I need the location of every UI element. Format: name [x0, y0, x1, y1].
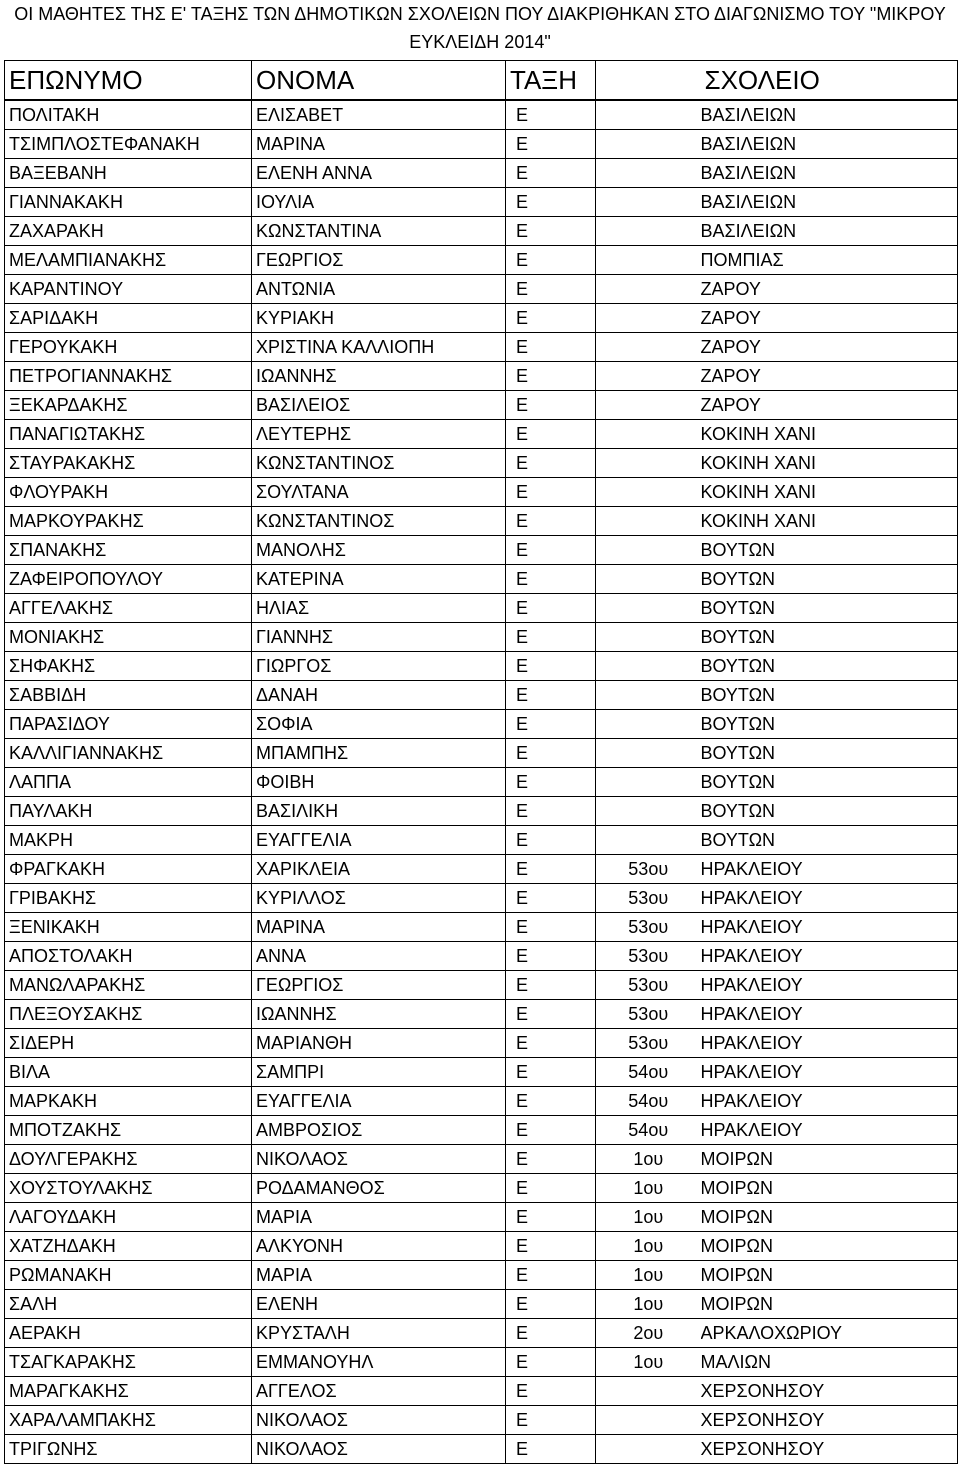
class-cell: Ε [506, 130, 596, 159]
table-row [5, 1087, 958, 1116]
school-cell: ΜΟΙΡΩΝ [701, 1290, 958, 1319]
class-cell: Ε [506, 1058, 596, 1087]
school-cell: ΜΑΛΙΩΝ [701, 1348, 958, 1377]
class-cell: Ε [506, 159, 596, 188]
surname-cell: ΠΕΤΡΟΓΙΑΝΝΑΚΗΣ [5, 362, 252, 391]
school-cell: ΗΡΑΚΛΕΙΟΥ [701, 1116, 958, 1145]
surname-cell: ΣΙΔΕΡΗ [5, 1029, 252, 1058]
class-cell: Ε [506, 246, 596, 275]
surname-cell: ΞΕΝΙΚΑΚΗ [5, 913, 252, 942]
class-cell: Ε [506, 971, 596, 1000]
name-cell: ΕΛΕΝΗ [252, 1290, 506, 1319]
surname-cell: ΡΩΜΑΝΑΚΗ [5, 1261, 252, 1290]
school-number-cell [596, 623, 701, 652]
surname-cell: ΠΛΕΞΟΥΣΑΚΗΣ [5, 1000, 252, 1029]
table-row [5, 565, 958, 594]
name-cell: ΜΠΑΜΠΗΣ [252, 739, 506, 768]
table-row [5, 130, 958, 159]
school-cell: ΒΟΥΤΩΝ [701, 797, 958, 826]
school-number-cell [596, 159, 701, 188]
surname-cell: ΓΕΡΟΥΚΑΚΗ [5, 333, 252, 362]
name-cell: ΚΥΡΙΑΚΗ [252, 304, 506, 333]
class-cell: Ε [506, 188, 596, 217]
table-row [5, 478, 958, 507]
school-number-cell: 1ου [596, 1174, 701, 1203]
surname-cell: ΦΛΟΥΡΑΚΗ [5, 478, 252, 507]
table-header [5, 61, 958, 101]
name-cell: ΣΑΜΠΡΙ [252, 1058, 506, 1087]
table-row [5, 1203, 958, 1232]
class-cell: Ε [506, 1145, 596, 1174]
school-cell: ΖΑΡΟΥ [701, 391, 958, 420]
school-cell: ΜΟΙΡΩΝ [701, 1145, 958, 1174]
name-cell: ΕΜΜΑΝΟΥΗΛ [252, 1348, 506, 1377]
page-title: ΟΙ ΜΑΘΗΤΕΣ ΤΗΣ Ε' ΤΑΞΗΣ ΤΩΝ ΔΗΜΟΤΙΚΩΝ ΣΧΟΛΕΙΩΝ ΠΟΥ ΔΙΑΚΡΙΘΗΚΑΝ ΣΤΟ ΔΙΑΓΩΝΙΣΜΟ ΤΟΥ "ΜΙΚΡΟΥ ΕΥΚΛΕΙΔΗ 2014" [14, 4, 946, 52]
school-number-cell [596, 188, 701, 217]
school-cell: ΗΡΑΚΛΕΙΟΥ [701, 942, 958, 971]
table-row [5, 855, 958, 884]
students-table [4, 60, 958, 1464]
class-cell: Ε [506, 333, 596, 362]
surname-cell: ΜΕΛΑΜΠΙΑΝΑΚΗΣ [5, 246, 252, 275]
class-cell: Ε [506, 1029, 596, 1058]
name-cell: ΝΙΚΟΛΑΟΣ [252, 1145, 506, 1174]
school-cell: ΧΕΡΣΟΝΗΣΟΥ [701, 1435, 958, 1464]
school-cell: ΖΑΡΟΥ [701, 333, 958, 362]
school-number-cell: 54ου [596, 1058, 701, 1087]
school-cell: ΚΟΚΙΝΗ ΧΑΝΙ [701, 507, 958, 536]
school-number-cell [596, 507, 701, 536]
class-cell: Ε [506, 1000, 596, 1029]
name-cell: ΗΛΙΑΣ [252, 594, 506, 623]
school-number-cell: 54ου [596, 1087, 701, 1116]
surname-cell: ΜΑΡΑΓΚΑΚΗΣ [5, 1377, 252, 1406]
class-cell: Ε [506, 884, 596, 913]
class-cell: Ε [506, 362, 596, 391]
class-cell: Ε [506, 913, 596, 942]
surname-cell: ΠΑΥΛΑΚΗ [5, 797, 252, 826]
name-cell: ΚΩΝΣΤΑΝΤΙΝΟΣ [252, 507, 506, 536]
school-cell: ΒΟΥΤΩΝ [701, 826, 958, 855]
table-row [5, 1290, 958, 1319]
surname-cell: ΜΑΡΚΟΥΡΑΚΗΣ [5, 507, 252, 536]
school-cell: ΗΡΑΚΛΕΙΟΥ [701, 1000, 958, 1029]
name-cell: ΓΕΩΡΓΙΟΣ [252, 246, 506, 275]
header-school: ΣΧΟΛΕΙΟ [701, 61, 958, 101]
name-cell: ΚΩΝΣΤΑΝΤΙΝΟΣ [252, 449, 506, 478]
class-cell: Ε [506, 420, 596, 449]
school-number-cell [596, 1435, 701, 1464]
table-row [5, 1116, 958, 1145]
table-row [5, 971, 958, 1000]
table-row [5, 594, 958, 623]
class-cell: Ε [506, 681, 596, 710]
name-cell: ΕΥΑΓΓΕΛΙΑ [252, 1087, 506, 1116]
name-cell: ΙΩΑΝΝΗΣ [252, 1000, 506, 1029]
table-row [5, 333, 958, 362]
name-cell: ΝΙΚΟΛΑΟΣ [252, 1406, 506, 1435]
surname-cell: ΛΑΠΠΑ [5, 768, 252, 797]
school-number-cell: 1ου [596, 1145, 701, 1174]
school-number-cell [596, 362, 701, 391]
table-row [5, 1319, 958, 1348]
school-number-cell [596, 565, 701, 594]
surname-cell: ΜΑΡΚΑΚΗ [5, 1087, 252, 1116]
school-number-cell [596, 1377, 701, 1406]
class-cell: Ε [506, 594, 596, 623]
school-cell: ΒΟΥΤΩΝ [701, 768, 958, 797]
surname-cell: ΣΠΑΝΑΚΗΣ [5, 536, 252, 565]
school-cell: ΚΟΚΙΝΗ ΧΑΝΙ [701, 449, 958, 478]
table-row [5, 217, 958, 246]
name-cell: ΑΓΓΕΛΟΣ [252, 1377, 506, 1406]
name-cell: ΑΜΒΡΟΣΙΟΣ [252, 1116, 506, 1145]
surname-cell: ΛΑΓΟΥΔΑΚΗ [5, 1203, 252, 1232]
table-row [5, 304, 958, 333]
name-cell: ΔΑΝΑΗ [252, 681, 506, 710]
surname-cell: ΧΟΥΣΤΟΥΛΑΚΗΣ [5, 1174, 252, 1203]
table-row [5, 884, 958, 913]
table-body [5, 100, 958, 1464]
class-cell: Ε [506, 797, 596, 826]
school-number-cell [596, 652, 701, 681]
table-row [5, 159, 958, 188]
class-cell: Ε [506, 1232, 596, 1261]
name-cell: ΑΝΝΑ [252, 942, 506, 971]
table-row [5, 449, 958, 478]
class-cell: Ε [506, 536, 596, 565]
name-cell: ΛΕΥΤΕΡΗΣ [252, 420, 506, 449]
surname-cell: ΣΤΑΥΡΑΚΑΚΗΣ [5, 449, 252, 478]
surname-cell: ΜΠΟΤΖΑΚΗΣ [5, 1116, 252, 1145]
school-number-cell: 53ου [596, 855, 701, 884]
class-cell: Ε [506, 652, 596, 681]
school-number-cell: 1ου [596, 1261, 701, 1290]
table-row [5, 507, 958, 536]
school-number-cell: 53ου [596, 884, 701, 913]
name-cell: ΕΛΙΣΑΒΕΤ [252, 100, 506, 130]
name-cell: ΧΡΙΣΤΙΝΑ ΚΑΛΛΙΟΠΗ [252, 333, 506, 362]
header-surname: ΕΠΩΝΥΜΟ [5, 61, 252, 101]
table-row [5, 710, 958, 739]
name-cell: ΣΟΦΙΑ [252, 710, 506, 739]
school-number-cell [596, 246, 701, 275]
name-cell: ΜΑΡΙΑΝΘΗ [252, 1029, 506, 1058]
name-cell: ΜΑΡΙΑ [252, 1261, 506, 1290]
school-number-cell [596, 1406, 701, 1435]
school-number-cell: 54ου [596, 1116, 701, 1145]
surname-cell: ΚΑΛΛΙΓΙΑΝΝΑΚΗΣ [5, 739, 252, 768]
class-cell: Ε [506, 623, 596, 652]
school-number-cell: 53ου [596, 971, 701, 1000]
school-number-cell: 53ου [596, 1000, 701, 1029]
surname-cell: ΒΑΞΕΒΑΝΗ [5, 159, 252, 188]
school-cell: ΚΟΚΙΝΗ ΧΑΝΙ [701, 420, 958, 449]
class-cell: Ε [506, 1348, 596, 1377]
school-number-cell: 53ου [596, 913, 701, 942]
school-number-cell [596, 710, 701, 739]
school-cell: ΜΟΙΡΩΝ [701, 1203, 958, 1232]
school-number-cell [596, 304, 701, 333]
name-cell: ΓΕΩΡΓΙΟΣ [252, 971, 506, 1000]
class-cell: Ε [506, 1174, 596, 1203]
class-cell: Ε [506, 1319, 596, 1348]
name-cell: ΓΙΩΡΓΟΣ [252, 652, 506, 681]
school-number-cell [596, 681, 701, 710]
school-cell: ΗΡΑΚΛΕΙΟΥ [701, 913, 958, 942]
class-cell: Ε [506, 710, 596, 739]
table-row [5, 942, 958, 971]
school-cell: ΒΟΥΤΩΝ [701, 710, 958, 739]
school-number-cell [596, 478, 701, 507]
name-cell: ΦΟΙΒΗ [252, 768, 506, 797]
table-row [5, 1058, 958, 1087]
table-row [5, 623, 958, 652]
school-number-cell [596, 130, 701, 159]
table-row [5, 768, 958, 797]
table-row [5, 536, 958, 565]
school-number-cell: 1ου [596, 1348, 701, 1377]
school-number-cell [596, 797, 701, 826]
surname-cell: ΜΑΚΡΗ [5, 826, 252, 855]
school-number-cell [596, 420, 701, 449]
surname-cell: ΠΑΝΑΓΙΩΤΑΚΗΣ [5, 420, 252, 449]
table-row [5, 913, 958, 942]
school-cell: ΒΟΥΤΩΝ [701, 652, 958, 681]
class-cell: Ε [506, 304, 596, 333]
surname-cell: ΑΕΡΑΚΗ [5, 1319, 252, 1348]
school-cell: ΒΟΥΤΩΝ [701, 536, 958, 565]
table-row [5, 797, 958, 826]
header-class: ΤΑΞΗ [506, 61, 596, 101]
header-school-number [596, 61, 701, 101]
surname-cell: ΠΑΡΑΣΙΔΟΥ [5, 710, 252, 739]
table-row [5, 100, 958, 130]
name-cell: ΚΡΥΣΤΑΛΗ [252, 1319, 506, 1348]
surname-cell: ΣΑΒΒΙΔΗ [5, 681, 252, 710]
name-cell: ΚΑΤΕΡΙΝΑ [252, 565, 506, 594]
table-row [5, 1406, 958, 1435]
table-row [5, 1232, 958, 1261]
header-row [5, 61, 958, 101]
surname-cell: ΜΟΝΙΑΚΗΣ [5, 623, 252, 652]
name-cell: ΜΑΝΟΛΗΣ [252, 536, 506, 565]
table-row [5, 1029, 958, 1058]
school-cell: ΒΟΥΤΩΝ [701, 565, 958, 594]
table-row [5, 275, 958, 304]
name-cell: ΣΟΥΛΤΑΝΑ [252, 478, 506, 507]
school-number-cell [596, 536, 701, 565]
school-number-cell [596, 739, 701, 768]
name-cell: ΑΛΚΥΟΝΗ [252, 1232, 506, 1261]
school-cell: ΑΡΚΑΛΟΧΩΡΙΟΥ [701, 1319, 958, 1348]
school-cell: ΒΟΥΤΩΝ [701, 623, 958, 652]
school-number-cell [596, 217, 701, 246]
name-cell: ΜΑΡΙΑ [252, 1203, 506, 1232]
class-cell: Ε [506, 449, 596, 478]
class-cell: Ε [506, 826, 596, 855]
school-cell: ΗΡΑΚΛΕΙΟΥ [701, 884, 958, 913]
school-number-cell [596, 391, 701, 420]
surname-cell: ΔΟΥΛΓΕΡΑΚΗΣ [5, 1145, 252, 1174]
name-cell: ΚΥΡΙΛΛΟΣ [252, 884, 506, 913]
school-number-cell: 1ου [596, 1290, 701, 1319]
school-number-cell [596, 333, 701, 362]
table-row [5, 826, 958, 855]
name-cell: ΙΩΑΝΝΗΣ [252, 362, 506, 391]
school-cell: ΒΑΣΙΛΕΙΩΝ [701, 130, 958, 159]
name-cell: ΕΥΑΓΓΕΛΙΑ [252, 826, 506, 855]
name-cell: ΜΑΡΙΝΑ [252, 913, 506, 942]
school-number-cell [596, 100, 701, 130]
school-number-cell [596, 449, 701, 478]
school-number-cell [596, 826, 701, 855]
class-cell: Ε [506, 1116, 596, 1145]
surname-cell: ΖΑΦΕΙΡΟΠΟΥΛΟΥ [5, 565, 252, 594]
school-number-cell: 1ου [596, 1203, 701, 1232]
table-row [5, 739, 958, 768]
table-row [5, 188, 958, 217]
table-row [5, 1348, 958, 1377]
school-cell: ΗΡΑΚΛΕΙΟΥ [701, 1029, 958, 1058]
table-row [5, 1000, 958, 1029]
surname-cell: ΤΣΑΓΚΑΡΑΚΗΣ [5, 1348, 252, 1377]
name-cell: ΡΟΔΑΜΑΝΘΟΣ [252, 1174, 506, 1203]
school-cell: ΒΑΣΙΛΕΙΩΝ [701, 188, 958, 217]
school-number-cell [596, 275, 701, 304]
school-cell: ΧΕΡΣΟΝΗΣΟΥ [701, 1377, 958, 1406]
class-cell: Ε [506, 942, 596, 971]
class-cell: Ε [506, 275, 596, 304]
surname-cell: ΣΗΦΑΚΗΣ [5, 652, 252, 681]
table-row [5, 1261, 958, 1290]
school-cell: ΒΟΥΤΩΝ [701, 681, 958, 710]
school-cell: ΒΟΥΤΩΝ [701, 594, 958, 623]
surname-cell: ΤΣΙΜΠΛΟΣΤΕΦΑΝΑΚΗ [5, 130, 252, 159]
school-cell: ΖΑΡΟΥ [701, 304, 958, 333]
school-number-cell [596, 768, 701, 797]
name-cell: ΒΑΣΙΛΕΙΟΣ [252, 391, 506, 420]
school-cell: ΚΟΚΙΝΗ ΧΑΝΙ [701, 478, 958, 507]
class-cell: Ε [506, 739, 596, 768]
school-cell: ΜΟΙΡΩΝ [701, 1232, 958, 1261]
school-cell: ΒΟΥΤΩΝ [701, 739, 958, 768]
name-cell: ΧΑΡΙΚΛΕΙΑ [252, 855, 506, 884]
table-row [5, 391, 958, 420]
class-cell: Ε [506, 855, 596, 884]
surname-cell: ΚΑΡΑΝΤΙΝΟΥ [5, 275, 252, 304]
class-cell: Ε [506, 1290, 596, 1319]
class-cell: Ε [506, 478, 596, 507]
table-row [5, 1377, 958, 1406]
class-cell: Ε [506, 768, 596, 797]
table-row [5, 420, 958, 449]
class-cell: Ε [506, 1261, 596, 1290]
name-cell: ΙΟΥΛΙΑ [252, 188, 506, 217]
school-cell: ΗΡΑΚΛΕΙΟΥ [701, 1058, 958, 1087]
class-cell: Ε [506, 1087, 596, 1116]
school-cell: ΜΟΙΡΩΝ [701, 1174, 958, 1203]
class-cell: Ε [506, 565, 596, 594]
name-cell: ΚΩΝΣΤΑΝΤΙΝΑ [252, 217, 506, 246]
table-row [5, 362, 958, 391]
surname-cell: ΧΑΤΖΗΔΑΚΗ [5, 1232, 252, 1261]
surname-cell: ΤΡΙΓΩΝΗΣ [5, 1435, 252, 1464]
class-cell: Ε [506, 391, 596, 420]
surname-cell: ΓΡΙΒΑΚΗΣ [5, 884, 252, 913]
school-number-cell [596, 594, 701, 623]
surname-cell: ΞΕΚΑΡΔΑΚΗΣ [5, 391, 252, 420]
surname-cell: ΖΑΧΑΡΑΚΗ [5, 217, 252, 246]
surname-cell: ΓΙΑΝΝΑΚΑΚΗ [5, 188, 252, 217]
school-cell: ΜΟΙΡΩΝ [701, 1261, 958, 1290]
surname-cell: ΧΑΡΑΛΑΜΠΑΚΗΣ [5, 1406, 252, 1435]
school-cell: ΗΡΑΚΛΕΙΟΥ [701, 855, 958, 884]
class-cell: Ε [506, 1377, 596, 1406]
header-name: ΟΝΟΜΑ [252, 61, 506, 101]
school-cell: ΒΑΣΙΛΕΙΩΝ [701, 217, 958, 246]
school-cell: ΗΡΑΚΛΕΙΟΥ [701, 971, 958, 1000]
table-row [5, 1174, 958, 1203]
surname-cell: ΣΑΡΙΔΑΚΗ [5, 304, 252, 333]
surname-cell: ΦΡΑΓΚΑΚΗ [5, 855, 252, 884]
school-cell: ΧΕΡΣΟΝΗΣΟΥ [701, 1406, 958, 1435]
school-cell: ΒΑΣΙΛΕΙΩΝ [701, 159, 958, 188]
name-cell: ΓΙΑΝΝΗΣ [252, 623, 506, 652]
table-row [5, 681, 958, 710]
class-cell: Ε [506, 100, 596, 130]
table-row [5, 1435, 958, 1464]
name-cell: ΜΑΡΙΝΑ [252, 130, 506, 159]
school-cell: ΖΑΡΟΥ [701, 275, 958, 304]
school-cell: ΗΡΑΚΛΕΙΟΥ [701, 1087, 958, 1116]
table-row [5, 1145, 958, 1174]
table-row [5, 246, 958, 275]
surname-cell: ΠΟΛΙΤΑΚΗ [5, 100, 252, 130]
class-cell: Ε [506, 1203, 596, 1232]
surname-cell: ΣΑΛΗ [5, 1290, 252, 1319]
surname-cell: ΑΠΟΣΤΟΛΑΚΗ [5, 942, 252, 971]
school-number-cell: 53ου [596, 1029, 701, 1058]
class-cell: Ε [506, 507, 596, 536]
surname-cell: ΑΓΓΕΛΑΚΗΣ [5, 594, 252, 623]
school-cell: ΒΑΣΙΛΕΙΩΝ [701, 100, 958, 130]
name-cell: ΒΑΣΙΛΙΚΗ [252, 797, 506, 826]
class-cell: Ε [506, 217, 596, 246]
school-number-cell: 1ου [596, 1232, 701, 1261]
class-cell: Ε [506, 1435, 596, 1464]
table-row [5, 652, 958, 681]
school-cell: ΠΟΜΠΙΑΣ [701, 246, 958, 275]
name-cell: ΑΝΤΩΝΙΑ [252, 275, 506, 304]
name-cell: ΝΙΚΟΛΑΟΣ [252, 1435, 506, 1464]
school-number-cell: 2ου [596, 1319, 701, 1348]
class-cell: Ε [506, 1406, 596, 1435]
school-cell: ΖΑΡΟΥ [701, 362, 958, 391]
name-cell: ΕΛΕΝΗ ΑΝΝΑ [252, 159, 506, 188]
school-number-cell: 53ου [596, 942, 701, 971]
surname-cell: ΒΙΛΑ [5, 1058, 252, 1087]
surname-cell: ΜΑΝΩΛΑΡΑΚΗΣ [5, 971, 252, 1000]
